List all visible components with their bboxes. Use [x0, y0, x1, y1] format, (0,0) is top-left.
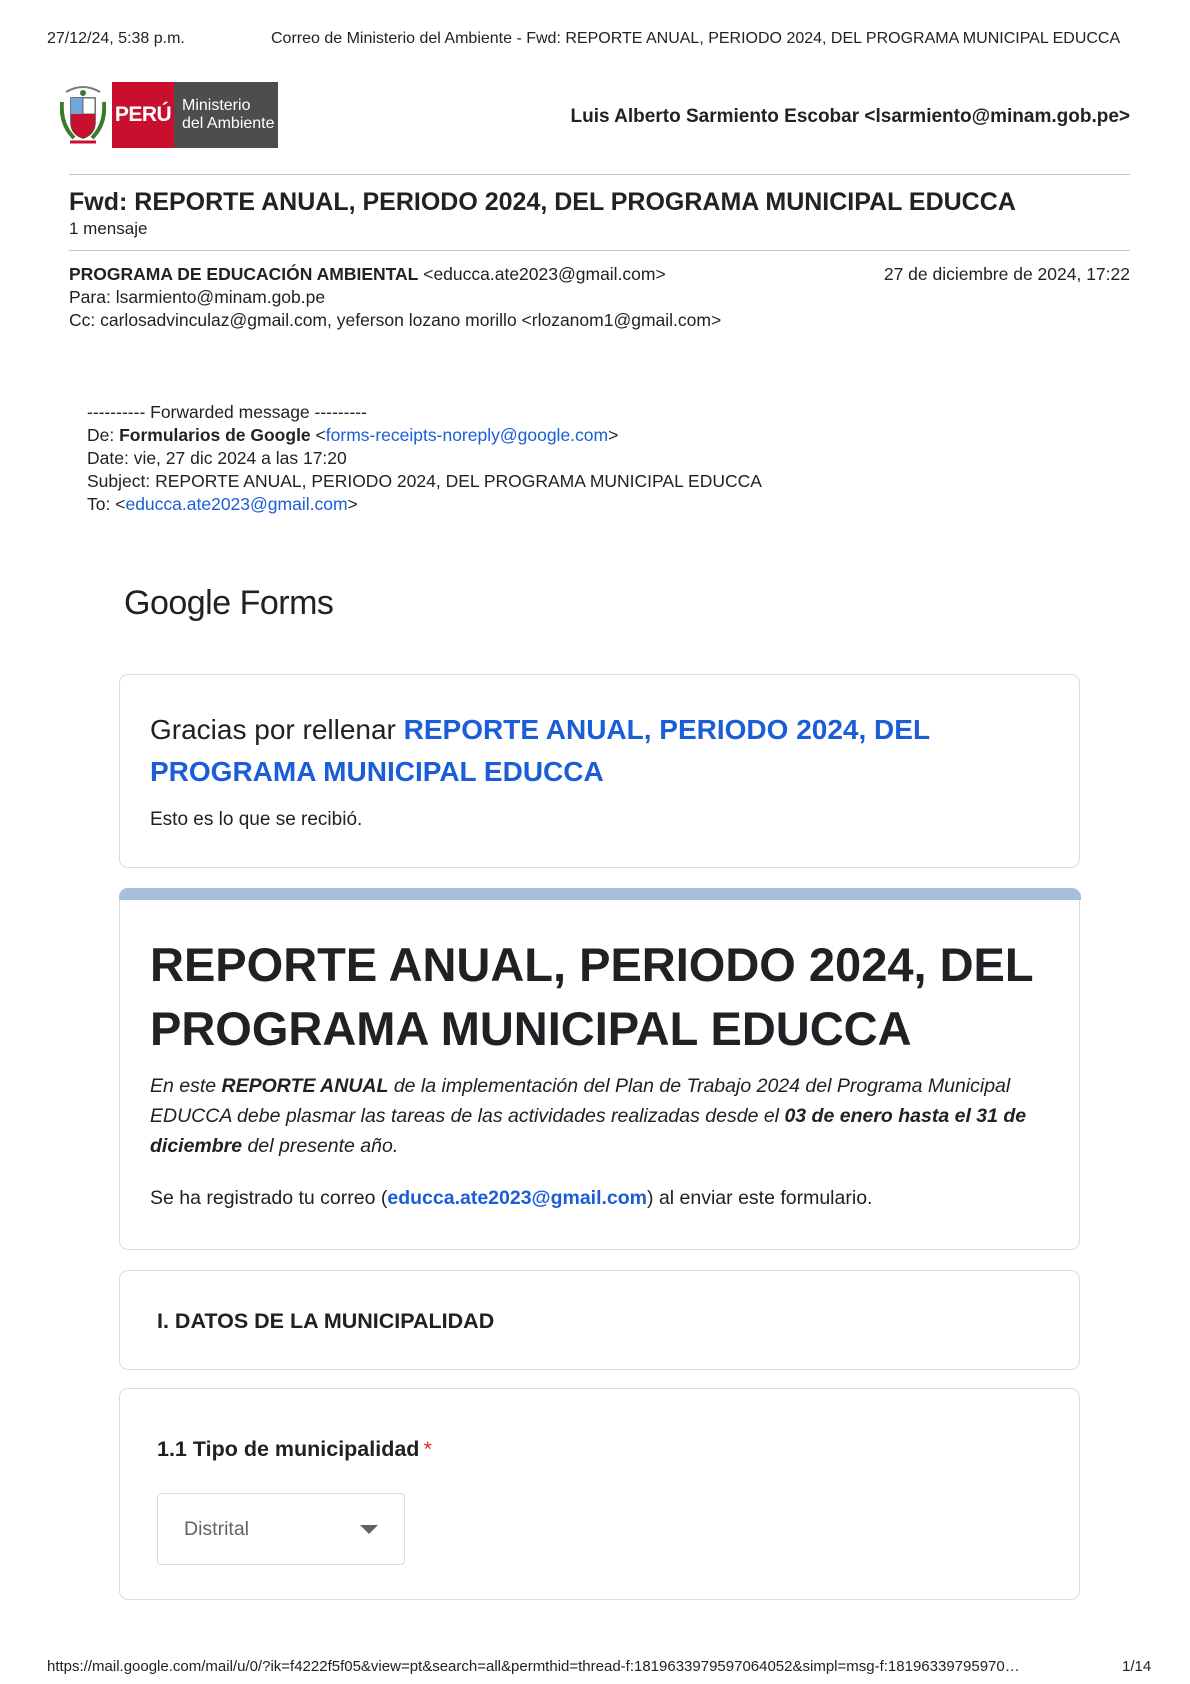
sender-email[interactable]: <educca.ate2023@gmail.com>	[423, 264, 666, 284]
to-label: Para:	[69, 287, 111, 307]
message-to	[69, 287, 325, 308]
google-wordmark: Google	[124, 584, 231, 622]
required-asterisk: *	[423, 1437, 432, 1461]
gt-bracket: >	[608, 425, 619, 445]
caret-down-icon	[360, 1525, 378, 1534]
thanks-message	[150, 709, 1030, 793]
account-user: Luis Alberto Sarmiento Escobar <lsarmiento@minam.gob.pe>	[570, 106, 1130, 127]
peru-coat-of-arms-icon	[60, 84, 106, 146]
print-page-number: 1/14	[1122, 1658, 1152, 1675]
forward-separator: ---------- Forwarded message ---------	[87, 402, 367, 422]
card-accent-bar	[119, 888, 1081, 900]
question-title	[157, 1437, 432, 1462]
logo-ministry-line1: Ministerio	[182, 97, 251, 114]
question-label: 1.1 Tipo de municipalidad	[157, 1437, 420, 1461]
form-header-card	[119, 888, 1080, 1250]
forward-from-name: Formularios de Google	[119, 425, 311, 445]
section-card	[119, 1270, 1080, 1370]
form-name-link[interactable]: REPORTE ANUAL, PERIODO 2024, DEL PROGRAMA MUNICIPAL EDUCCA	[150, 714, 930, 787]
thread-subject: Fwd: REPORTE ANUAL, PERIODO 2024, DEL PROGRAMA MUNICIPAL EDUCCA	[69, 188, 1016, 216]
cc-label: Cc:	[69, 310, 96, 330]
forward-to	[87, 493, 358, 515]
sender-name: PROGRAMA DE EDUCACIÓN AMBIENTAL	[69, 264, 419, 284]
reg-prefix: Se ha registrado tu correo (	[150, 1187, 388, 1209]
selected-value: Distrital	[184, 1518, 250, 1540]
google-forms-logo	[124, 584, 333, 623]
municipality-type-select[interactable]	[157, 1493, 405, 1565]
ministry-logo	[60, 82, 278, 148]
forward-from	[87, 424, 618, 446]
desc-bold: REPORTE ANUAL	[221, 1075, 389, 1097]
question-card	[119, 1388, 1080, 1600]
registered-email: educca.ate2023@gmail.com	[387, 1187, 648, 1209]
lt-bracket: <	[115, 494, 126, 514]
print-url: https://mail.google.com/mail/u/0/?ik=f4222f5f05&view=pt&search=all&permthid=thread-f:1819633979597064052&simpl=msg-f:18196339795970…	[47, 1658, 1020, 1675]
thanks-prefix: Gracias por rellenar	[150, 714, 396, 745]
logo-country: PERÚ	[112, 82, 174, 148]
print-datetime: 27/12/24, 5:38 p.m.	[47, 30, 185, 47]
forward-date: Date: vie, 27 dic 2024 a las 17:20	[87, 448, 347, 468]
reg-suffix: ) al enviar este formulario.	[647, 1187, 873, 1209]
divider	[69, 174, 1130, 175]
gt-bracket: >	[347, 494, 358, 514]
desc-part: del presente año.	[242, 1135, 399, 1157]
lt-bracket: <	[315, 425, 326, 445]
message-cc	[69, 310, 721, 331]
to-address[interactable]: lsarmiento@minam.gob.pe	[115, 287, 326, 307]
forward-from-label: De:	[87, 425, 115, 445]
form-title: REPORTE ANUAL, PERIODO 2024, DEL PROGRAMA MUNICIPAL EDUCCA	[150, 938, 1033, 1055]
forward-to-label: To:	[87, 494, 111, 514]
desc-part: En este	[150, 1075, 222, 1097]
message-date: 27 de diciembre de 2024, 17:22	[883, 264, 1130, 284]
desc-part: de la implementación del Plan de Trabajo 2024 del Programa Municipal EDUCCA debe plasmar las tareas de las actividades realizadas desde el	[150, 1075, 1011, 1127]
forward-subject: Subject: REPORTE ANUAL, PERIODO 2024, DEL PROGRAMA MUNICIPAL EDUCCA	[87, 471, 762, 491]
forward-to-email-link[interactable]: educca.ate2023@gmail.com	[125, 494, 348, 514]
form-description	[150, 1071, 1060, 1161]
registered-email-note	[150, 1187, 872, 1210]
logo-ministry	[174, 82, 278, 148]
received-note: Esto es lo que se recibió.	[150, 809, 363, 830]
thanks-card	[119, 674, 1080, 868]
logo-ministry-line2: del Ambiente	[182, 115, 275, 132]
section-title: I. DATOS DE LA MUNICIPALIDAD	[157, 1309, 495, 1333]
desc-bold: 03 de enero hasta el 31 de diciembre	[150, 1105, 1027, 1157]
forward-from-email-link[interactable]: forms-receipts-noreply@google.com	[325, 425, 609, 445]
print-page-title: Correo de Ministerio del Ambiente - Fwd: REPORTE ANUAL, PERIODO 2024, DEL PROGRAMA MUNICIPAL EDUCCA	[271, 30, 1121, 47]
message-sender	[69, 264, 666, 285]
message-count: 1 mensaje	[69, 219, 148, 238]
cc-addresses[interactable]: carlosadvinculaz@gmail.com, yeferson lozano morillo <rlozanom1@gmail.com>	[100, 310, 722, 330]
divider	[69, 250, 1130, 251]
forms-wordmark: Forms	[239, 584, 334, 622]
